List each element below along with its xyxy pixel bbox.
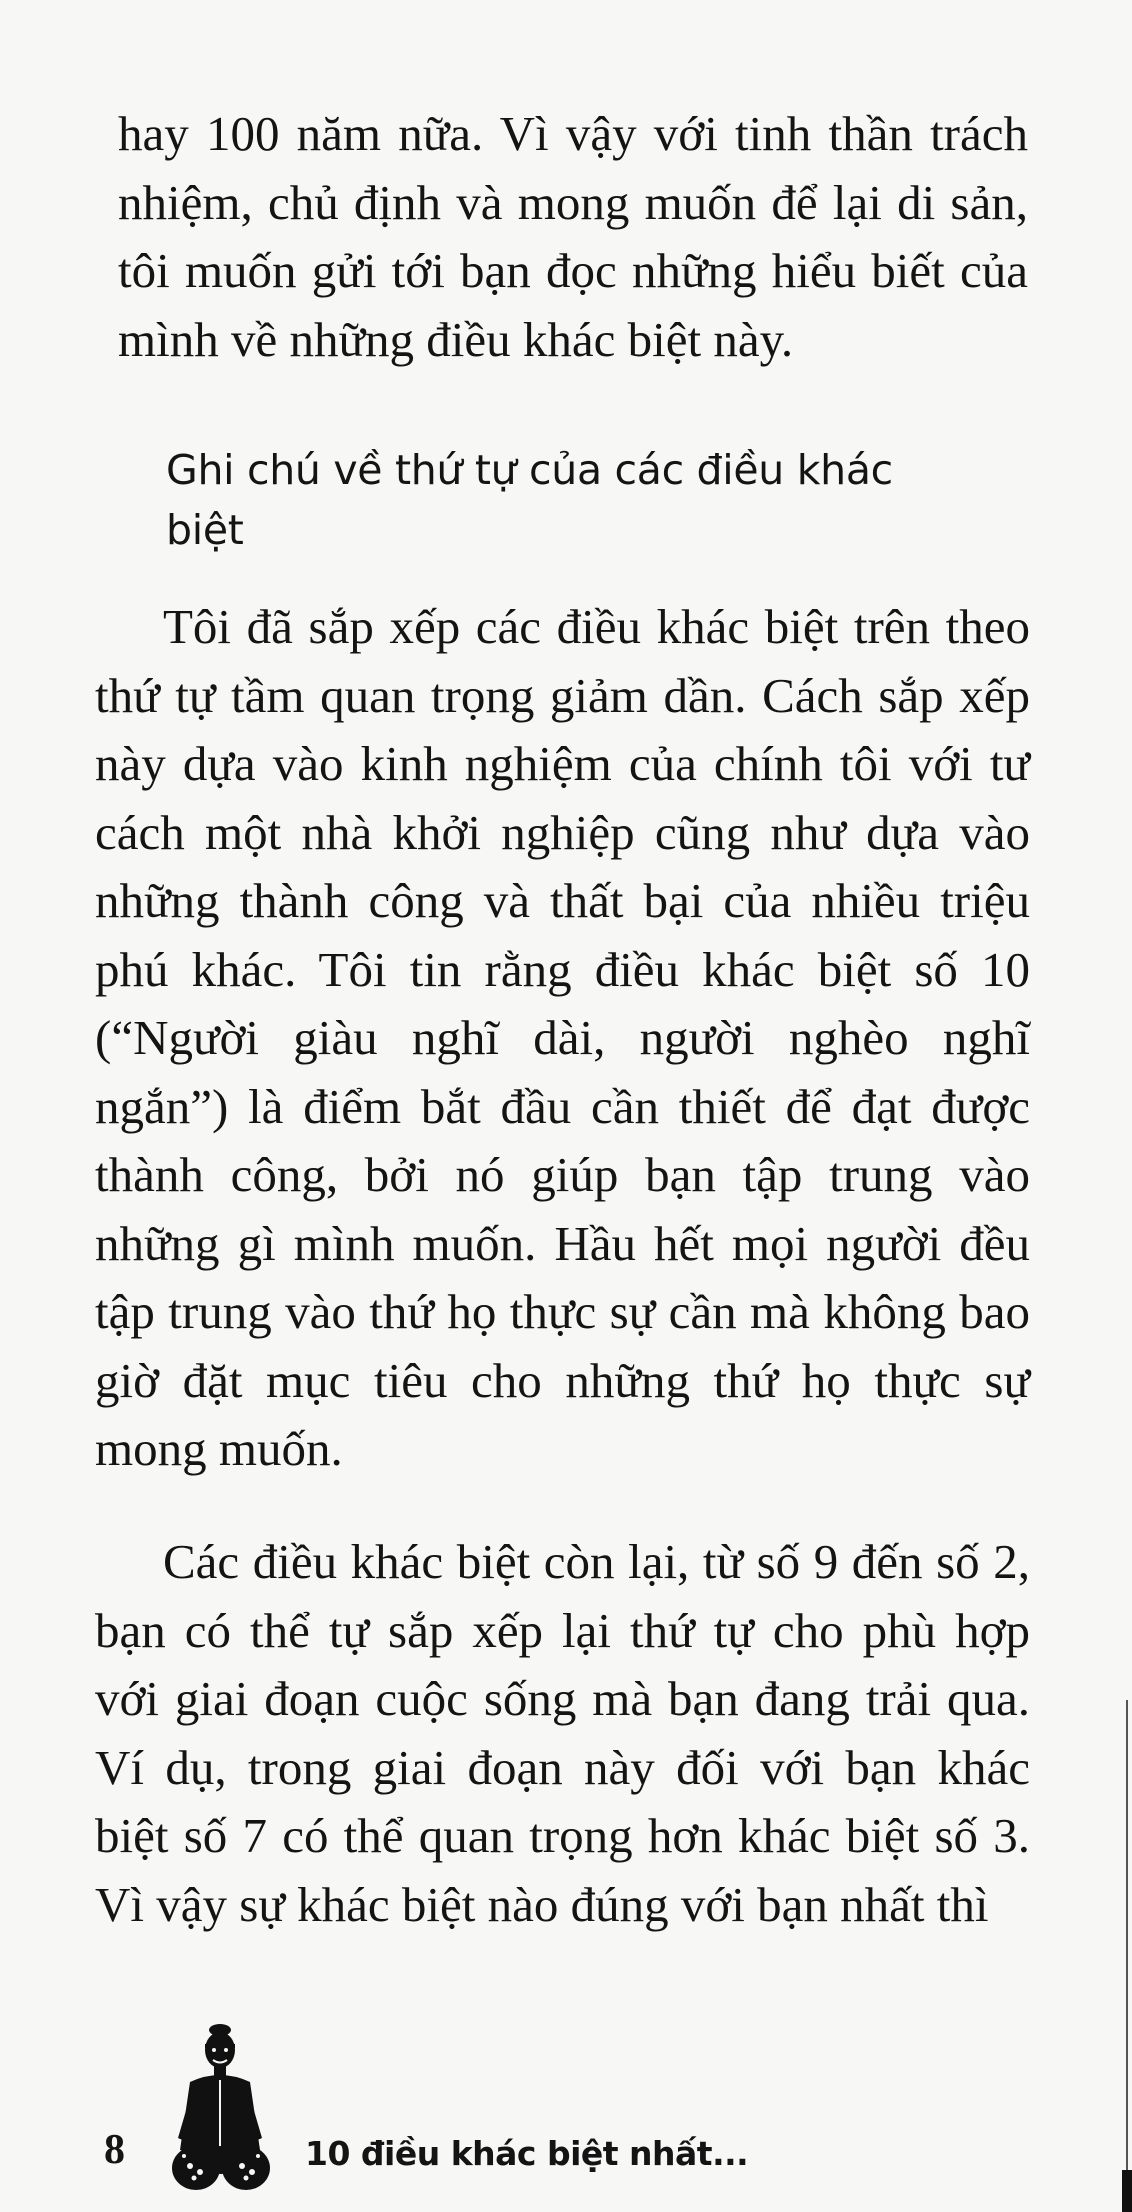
meditating-figure-icon — [168, 2020, 278, 2200]
section-heading: Ghi chú về thứ tự của các điều khác biệt — [166, 446, 893, 554]
page-footer — [0, 2020, 1132, 2212]
paragraph-remaining: Các điều khác biệt còn lại, từ số 9 đến số 2, bạn có thể tự sắp xếp lại thứ tự cho phù hợp với giai đoạn cuộc sống mà bạn đang trải qua. Ví dụ, trong giai đoạn này đối với bạn khác biệt số 7 có thể quan trọng hơn khác biệt số 3. Vì vậy sự khác biệt nào đúng với bạn nhất thì — [95, 1534, 1030, 1932]
paragraph-intro: hay 100 năm nữa. Vì vậy với tinh thần trách nhiệm, chủ định và mong muốn để lại di sản, tôi muốn gửi tới bạn đọc những hiểu biết của mình về những điều khác biệt này. — [118, 106, 1028, 367]
paragraph-order: Tôi đã sắp xếp các điều khác biệt trên theo thứ tự tầm quan trọng giảm dần. Cách sắp xếp này dựa vào kinh nghiệm của chính tôi với tư cách một nhà khởi nghiệp cũng như dựa vào những thành công và thất bại của nhiều triệu phú khác. Tôi tin rằng điều khác biệt số 10 (“Người giàu nghĩ dài, người nghèo nghĩ ngắn”) là điểm bắt đầu cần thiết để đạt được thành công, bởi nó giúp bạn tập trung vào những gì mình muốn. Hầu hết mọi người đều tập trung vào thứ họ thực sự cần mà không bao giờ đặt mục tiêu cho những thứ họ thực sự mong muốn. — [95, 599, 1030, 1476]
page-number: 8 — [104, 2127, 125, 2173]
running-title: 10 điều khác biệt nhất... — [305, 2134, 749, 2173]
page-edge-shadow — [1122, 1700, 1132, 2212]
